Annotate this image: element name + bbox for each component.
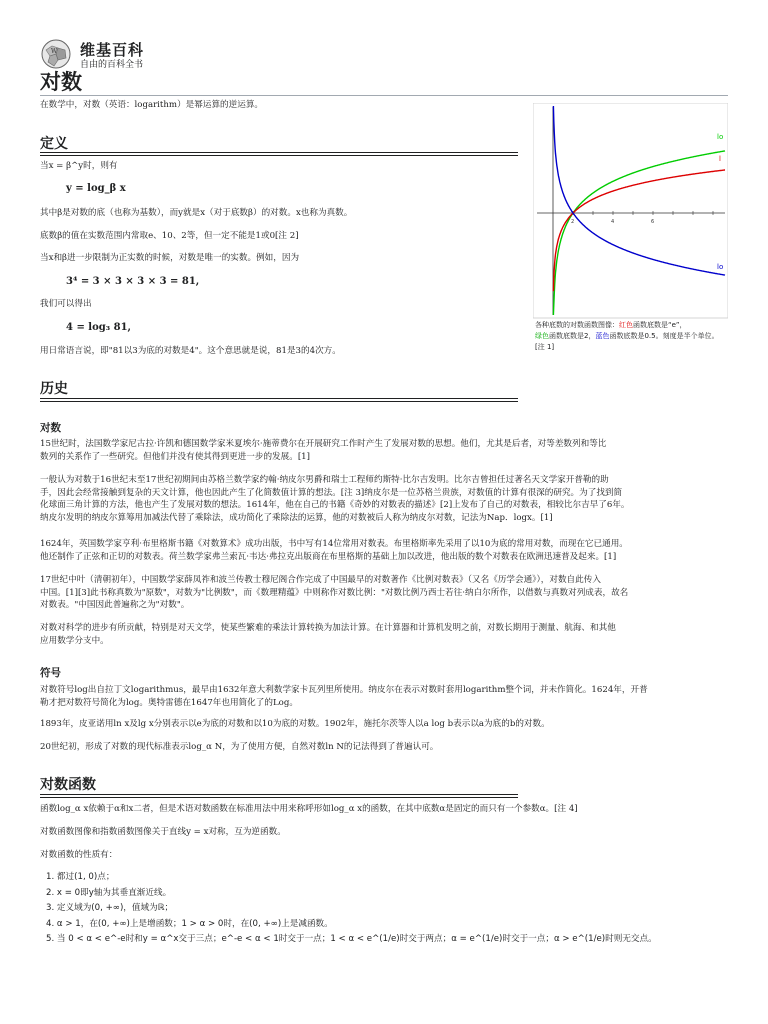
list-item: 5. 当 0 < α < e^-e时和y = α^x交于三点；e^-e < α < 1时交于一点；1 < α < e^(1/e)时交于两点；α = e^(1/e)时交于一点；α > e^(1/e)时则无交点。: [46, 934, 657, 944]
history-paragraph: 15世纪时，法国数学家尼古拉·许凯和德国数学家米夏埃尔·施蒂费尔在开展研究工作时产生了发展对数的思想。他们，尤其是后者，对等差数列和等比 数列的关系作了一些研究。但他们并没有使其得到更进一步的发展。[1]: [40, 439, 607, 462]
log-function-graph: [533, 103, 728, 353]
definition-paragraph: 用日常语言说，即"81以3为底的对数是4"。这个意思就是说，81是3的4次方。: [40, 346, 341, 356]
history-paragraph: 一般认为对数于16世纪末至17世纪初期间由苏格兰数学家约翰·纳皮尔男爵和瑞士工程师约斯特·比尔吉发明。比尔吉曾担任过著名天文学家开普勒的助 手，因此会经常接触到复杂的天文计算，他也因此产生了化简数值计算的想法。[注 3]纳皮尔是一位苏格兰贵族，对数值的计算有很深的研究。为了找到简 化球面三角计算的方法，他也产生了发展对数的想法。1614年，他在自己的书籍《奇妙的对数表的描述》[2]上发布了自己的对数表，相较比尔吉早了6年。 纳皮尔发明的纳皮尔算筹用加减法代替了乘除法，成功简化了乘除法的运算，他的对数被后人称为纳皮尔对数，记法为Nap．logx。[1]: [40, 475, 630, 523]
list-item: 1. 都过(1, 0)点；: [46, 872, 115, 882]
list-item: 3. 定义域为(0, +∞)，值域为ℝ；: [46, 903, 174, 913]
section-heading-definition: 定义: [40, 136, 68, 152]
function-paragraph: 对数函数图像和指数函数图像关于直线y = x对称，互为逆函数。: [40, 827, 286, 837]
section-divider: [40, 797, 518, 798]
function-paragraph: 函数log_α x依赖于α和x二者，但是术语对数函数在标准用法中用来称呼形如log_α x的函数，在其中底数α是固定的而只有一个参数α。[注 4]: [40, 804, 578, 814]
properties-list: [46, 870, 657, 948]
figure-caption: 各种底数的对数函数图像：红色函数底数是“e”， 绿色函数底数是2，蓝色函数底数是0.5。刻度是半个单位。[注 1]: [535, 321, 719, 351]
history-paragraph: 对数对科学的进步有所贡献，特别是对天文学，使某些繁难的乘法计算转换为加法计算。在计算器和计算机发明之前，对数长期用于测量、航海、和其他 应用数学分支中。: [40, 623, 616, 646]
page-title: 对数: [40, 70, 82, 94]
section-divider: [40, 401, 518, 402]
svg-text:W: W: [51, 48, 58, 55]
definition-paragraph: 当x = β^y时，则有: [40, 161, 118, 171]
section-heading-history: 历史: [40, 381, 68, 397]
definition-paragraph: 当x和β进一步限制为正实数的时候，对数是唯一的实数。例如，因为: [40, 253, 300, 263]
list-item: 2. x = 0即y轴为其垂直渐近线。: [46, 887, 172, 898]
function-paragraph: 对数函数的性质有：: [40, 850, 118, 860]
intro-paragraph: 在数学中，对数（英语：logarithm）是幂运算的逆运算。: [40, 100, 264, 110]
definition-paragraph: 其中β是对数的底（也称为基数），而y就是x（对于底数β）的对数。x也称为真数。: [40, 208, 353, 218]
history-paragraph: 1624年，英国数学家亨利·布里格斯书籍《对数算术》成功出版，书中写有14位常用对数表。布里格斯率先采用了以10为底的常用对数，而现在它已通用。 他还制作了正弦和正切的对数表。荷兰数学家弗兰索瓦·韦达·弗拉克出版商在布里格斯的基础上加以改进，他出版的数个对数表在欧洲迅速普及起来。[1]: [40, 539, 628, 562]
definition-equation: y = log_β x: [66, 183, 126, 194]
subsection-heading: 符号: [40, 667, 61, 679]
definition-paragraph: 底数β的值在实数范围内常取e、10、2等，但一定不能是1或0[注 2]: [40, 231, 299, 241]
example-equation: 4 = log₃ 81,: [66, 322, 132, 333]
section-divider: [40, 794, 518, 795]
red-curve-label: l: [719, 155, 721, 163]
site-subtitle: 自由的百科全书: [80, 60, 144, 70]
tick-label: 6: [651, 219, 655, 225]
subsection-heading: 对数: [40, 422, 61, 434]
section-divider: [40, 152, 518, 153]
history-paragraph: 17世纪中叶（清朝初年），中国数学家薛凤祚和波兰传教士穆尼阁合作完成了中国最早的对数著作《比例对数表》（又名《历学会通》），对数自此传入 中国。[1][3]此书称真数为"原数"，对数为"比例数"，而《数理精蕴》中则称作对数比例："对数比例乃西士若往·纳白尔所作，以借数与真数对列成表，故名 对数表。"中国因此普遍称之为"对数"。: [40, 575, 629, 611]
section-divider: [40, 155, 518, 156]
notation-paragraph: 20世纪初，形成了对数的现代标准表示log_α N，为了使用方便，自然对数ln N的记法得到了普遍认可。: [40, 742, 439, 752]
site-title[interactable]: 维基百科: [80, 41, 145, 59]
example-equation: 3⁴ = 3 × 3 × 3 × 3 = 81,: [66, 276, 200, 287]
notation-paragraph: 对数符号log出自拉丁文logarithmus，最早由1632年意大利数学家卡瓦列里所使用。纳皮尔在表示对数时套用logarithm整个词，并未作简化。1624年，开普 勒才把对数符号简化为log。奥特雷德在1647年也用简化了的Log。: [40, 685, 648, 708]
list-item: 4. α > 1，在(0, +∞)上是增函数；1 > α > 0时，在(0, +∞)上是减函数。: [46, 918, 333, 929]
tick-label: 2: [571, 219, 575, 225]
green-curve-label: lo: [717, 133, 724, 141]
section-divider: [40, 398, 518, 399]
notation-paragraph: 1893年，皮亚诺用ln x及lg x分别表示以e为底的对数和以10为底的对数。1902年，施托尔茨等人以a log b表示以a为底的b的对数。: [40, 719, 550, 729]
tick-label: 4: [611, 219, 615, 225]
blue-curve-label: lo: [717, 263, 724, 271]
title-divider: [40, 95, 728, 96]
definition-paragraph: 我们可以得出: [40, 299, 92, 309]
section-heading-log-function: 对数函数: [40, 777, 96, 793]
